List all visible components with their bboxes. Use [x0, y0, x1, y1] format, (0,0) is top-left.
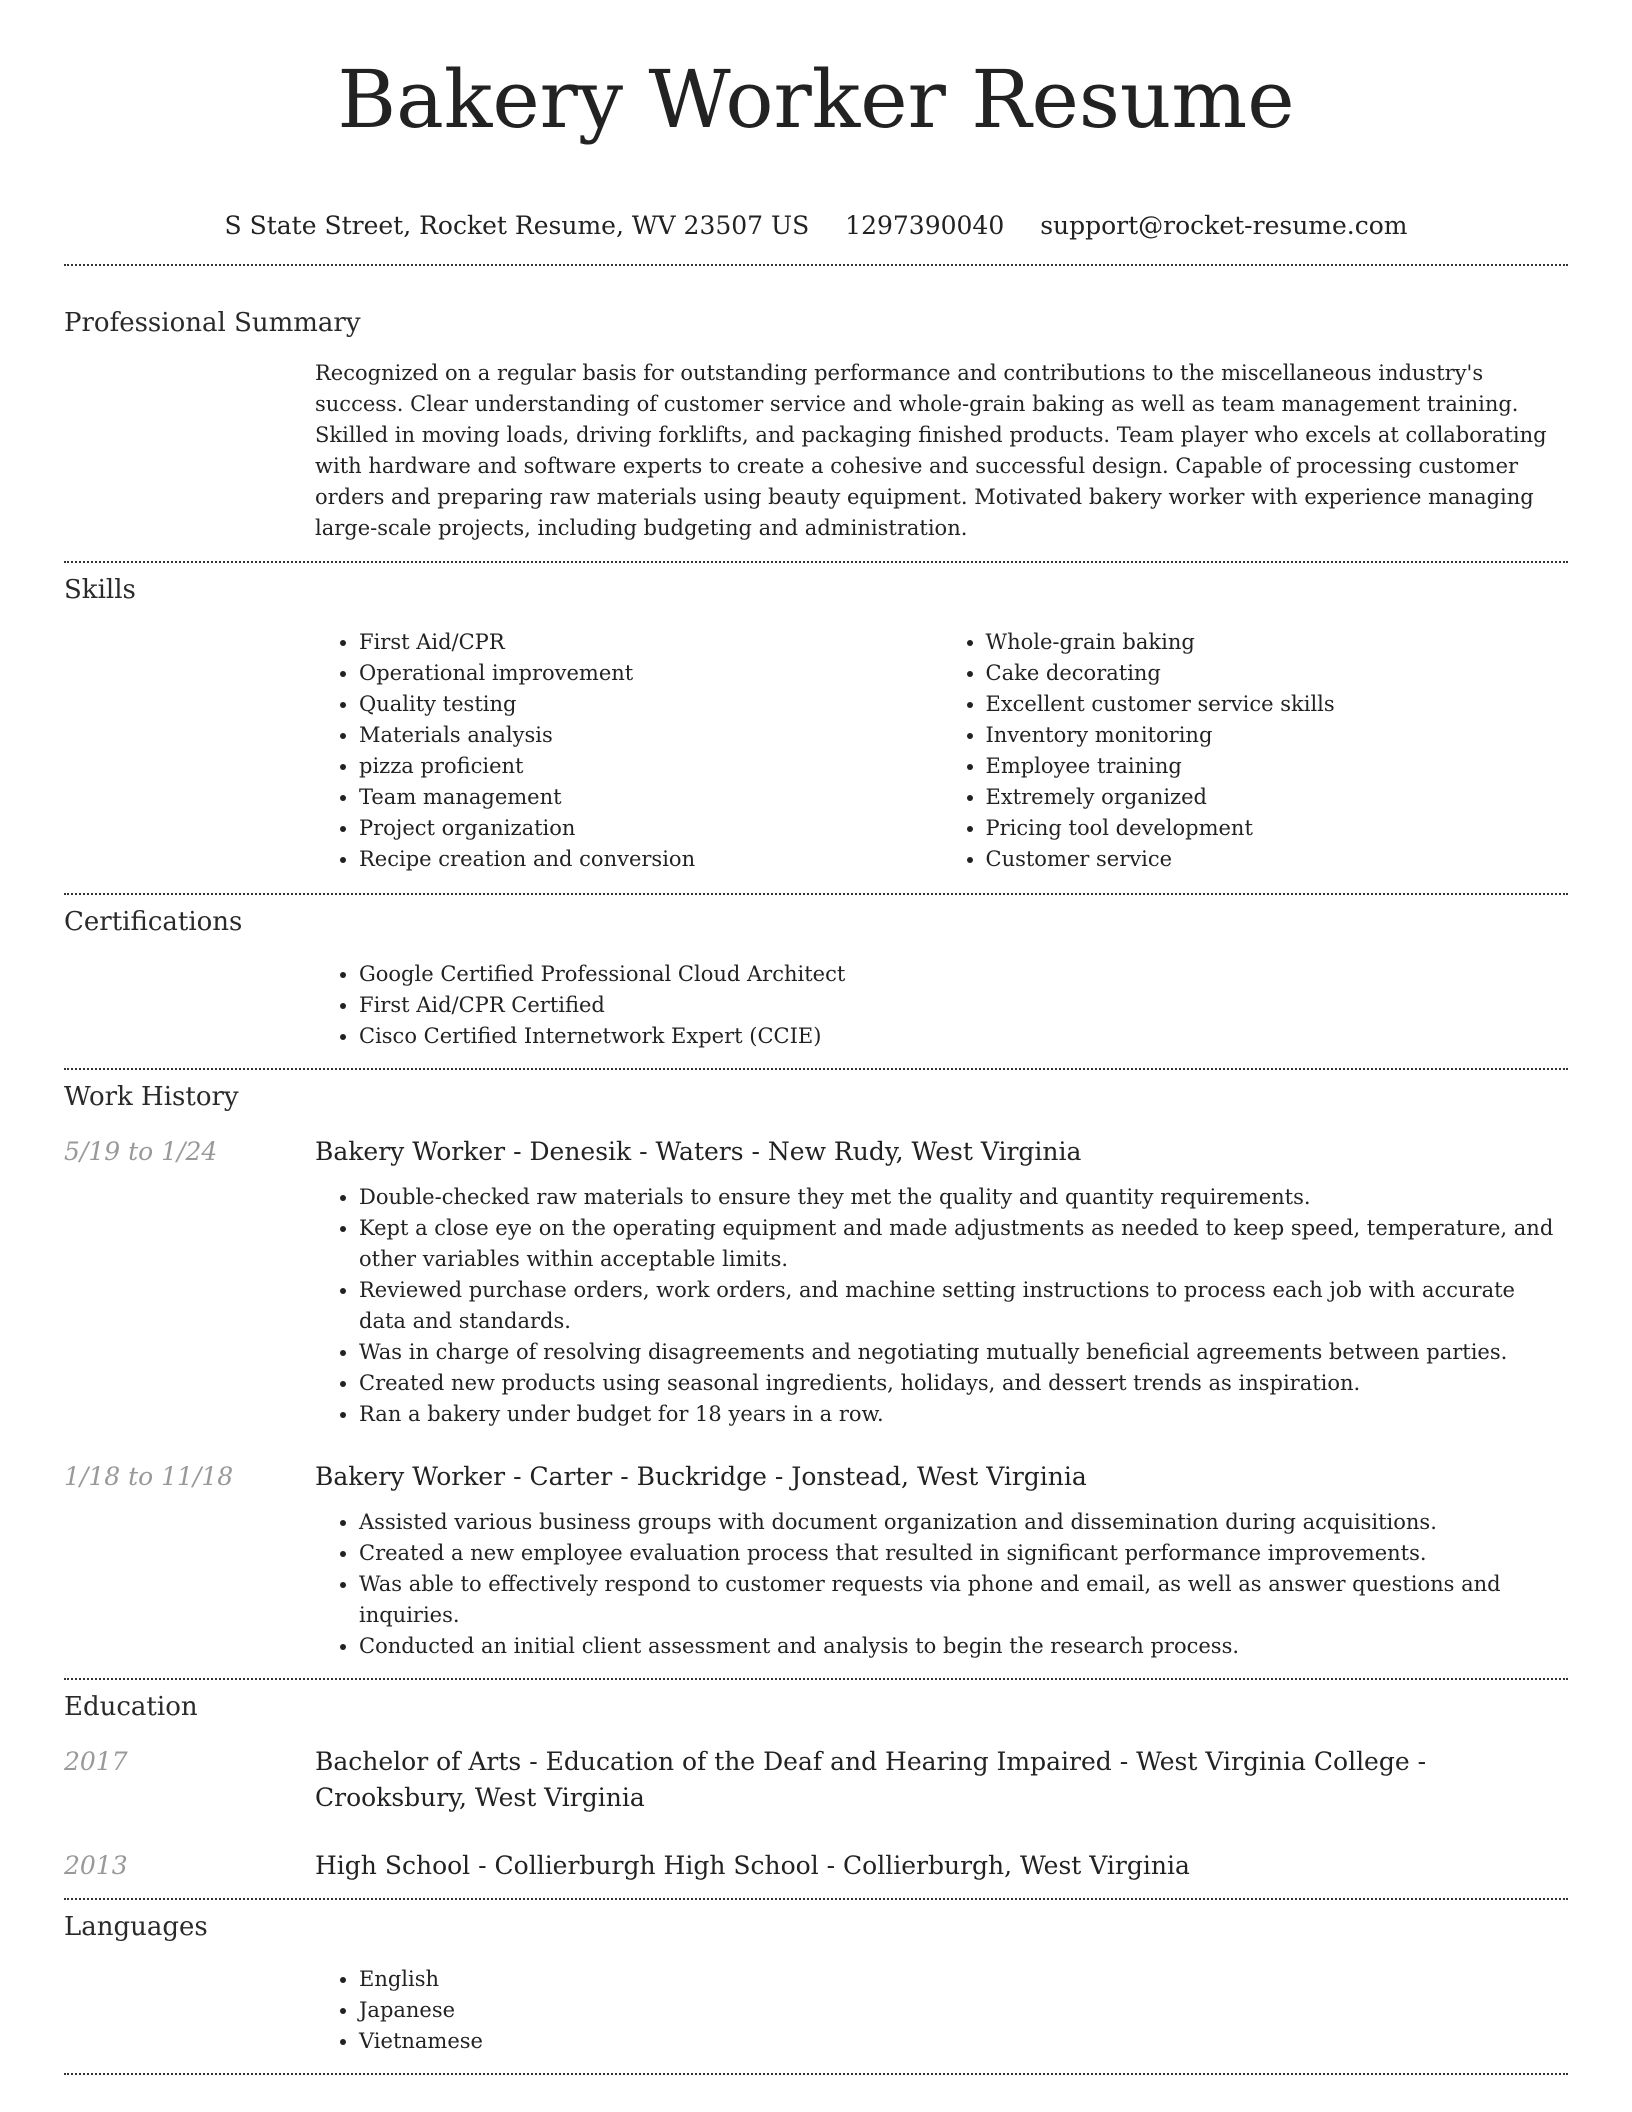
phone: 1297390040 [845, 211, 1005, 240]
list-item: • English [359, 1964, 1568, 1995]
list-item: • Vietnamese [359, 2026, 1568, 2057]
list-item: • First Aid/CPR [359, 627, 942, 658]
list-item: • Japanese [359, 1995, 1568, 2026]
list-item: • Conducted an initial client assessment and analysis to begin the research process. [359, 1631, 1568, 1662]
section-title-summary: Professional Summary [64, 308, 361, 338]
education-entry [64, 1848, 1568, 1884]
list-item: • Double-checked raw materials to ensure they met the quality and quantity requirements. [359, 1182, 1568, 1213]
list-item: • Quality testing [359, 689, 942, 720]
summary-section [64, 266, 1568, 544]
section-title-certifications: Certifications [64, 907, 243, 937]
resume-title: Bakery Worker Resume [337, 53, 1295, 146]
list-item: • Cisco Certified Internetwork Expert (CCIE) [359, 1021, 1568, 1052]
list-item: • Whole-grain baking [986, 627, 1569, 658]
job-entry [64, 1459, 1568, 1662]
list-item: • Created new products using seasonal ingredients, holidays, and dessert trends as inspiration. [359, 1368, 1568, 1399]
list-item: • Excellent customer service skills [986, 689, 1569, 720]
list-item: • Cake decorating [986, 658, 1569, 689]
job-bullets [315, 1507, 1568, 1662]
job-bullets [315, 1182, 1568, 1430]
certifications-section [64, 895, 1568, 1052]
list-item: • Reviewed purchase orders, work orders, and machine setting instructions to process each job with accurate data and standards. [359, 1275, 1568, 1337]
work-section [64, 1070, 1568, 1662]
education-title: Bachelor of Arts - Education of the Deaf and Hearing Impaired - West Virginia College - Crooksbury, West Virginia [315, 1747, 1427, 1812]
list-item: • Extremely organized [986, 782, 1569, 813]
skills-section [64, 563, 1568, 875]
list-item: • Operational improvement [359, 658, 942, 689]
section-title-work: Work History [64, 1082, 239, 1112]
list-item: • First Aid/CPR Certified [359, 990, 1568, 1021]
divider [64, 2073, 1568, 2075]
list-item: • Customer service [986, 844, 1569, 875]
job-date: 5/19 to 1/24 [64, 1137, 218, 1166]
list-item: • Project organization [359, 813, 942, 844]
list-item: • Assisted various business groups with document organization and dissemination during acquisitions. [359, 1507, 1568, 1538]
list-item: • Ran a bakery under budget for 18 years in a row. [359, 1399, 1568, 1430]
list-item: • Inventory monitoring [986, 720, 1569, 751]
job-entry [64, 1134, 1568, 1430]
list-item: • Team management [359, 782, 942, 813]
job-title: Bakery Worker - Denesik - Waters - New Rudy, West Virginia [315, 1137, 1082, 1166]
languages-section [64, 1900, 1568, 2057]
certifications-list [315, 959, 1568, 1052]
education-section [64, 1680, 1568, 1884]
skills-list-left [315, 627, 942, 875]
education-date: 2017 [64, 1747, 128, 1776]
list-item: • Was in charge of resolving disagreements and negotiating mutually beneficial agreements between parties. [359, 1337, 1568, 1368]
list-item: • Created a new employee evaluation process that resulted in significant performance improvements. [359, 1538, 1568, 1569]
email: support@rocket-resume.com [1040, 211, 1408, 240]
job-title: Bakery Worker - Carter - Buckridge - Jonstead, West Virginia [315, 1462, 1087, 1491]
education-title: High School - Collierburgh High School - Collierburgh, West Virginia [315, 1851, 1190, 1880]
section-title-education: Education [64, 1692, 198, 1722]
list-item: • Pricing tool development [986, 813, 1569, 844]
section-title-skills: Skills [64, 575, 136, 605]
education-entry [64, 1744, 1568, 1816]
list-item: • Was able to effectively respond to customer requests via phone and email, as well as answer questions and inquiries. [359, 1569, 1568, 1631]
list-item: • Materials analysis [359, 720, 942, 751]
education-date: 2013 [64, 1851, 128, 1880]
section-title-languages: Languages [64, 1912, 208, 1942]
list-item: • pizza proficient [359, 751, 942, 782]
job-date: 1/18 to 11/18 [64, 1462, 234, 1491]
list-item: • Employee training [986, 751, 1569, 782]
list-item: • Google Certified Professional Cloud Architect [359, 959, 1568, 990]
address: S State Street, Rocket Resume, WV 23507 US [224, 211, 810, 240]
summary-text: Recognized on a regular basis for outstanding performance and contributions to the miscellaneous industry's success. Clear understanding of customer service and whole-grain baking as well as team management training. Skilled in moving loads, driving forklifts, and packaging finished products. Team player who excels at collaborating with hardware and software experts to create a cohesive and successful design. Capable of processing customer orders and preparing raw materials using beauty equipment. Motivated bakery worker with experience managing large-scale projects, including budgeting and administration. [315, 361, 1547, 540]
list-item: • Recipe creation and conversion [359, 844, 942, 875]
contact-line [64, 210, 1568, 242]
languages-list [315, 1964, 1568, 2057]
skills-list-right [942, 627, 1569, 875]
list-item: • Kept a close eye on the operating equipment and made adjustments as needed to keep speed, temperature, and other variables within acceptable limits. [359, 1213, 1568, 1275]
